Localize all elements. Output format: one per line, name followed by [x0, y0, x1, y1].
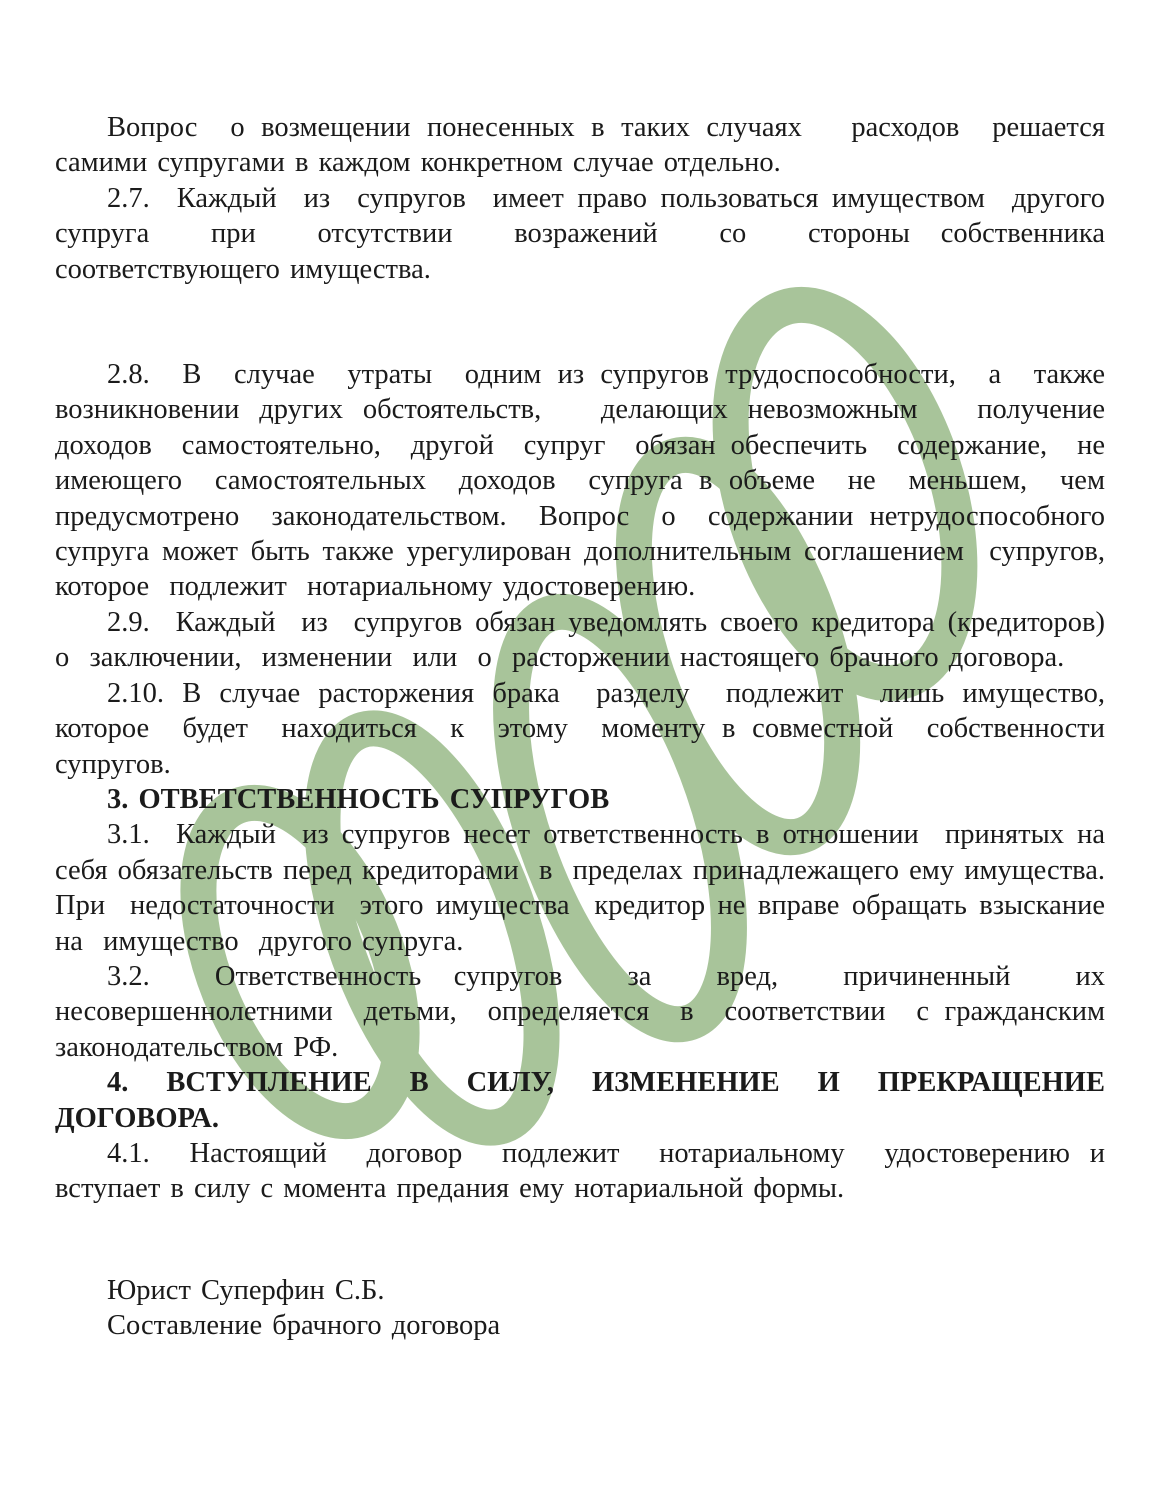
- section-4-heading: 4. ВСТУПЛЕНИЕ В СИЛУ, ИЗМЕНЕНИЕ И ПРЕКРАЩЕНИЕ ДОГОВОРА.: [55, 1067, 1116, 1134]
- paragraph-intro: Вопрос о возмещении понесенных в таких случаях расходов решается самими супругами в каждом конкретном случае отдельно.: [55, 112, 1116, 179]
- paragraph-2-10: 2.10. В случае расторжения брака разделу подлежит лишь имущество, которое будет находиться к этому моменту в совместной собственности супругов.: [55, 677, 1116, 780]
- section-3-heading: 3. ОТВЕТСТВЕННОСТЬ СУПРУГОВ: [107, 783, 610, 815]
- paragraph-3-2: 3.2. Ответственность супругов за вред, причиненный их несовершеннолетними детьми, определяется в соответствии с гражданским законодательством РФ.: [55, 960, 1116, 1063]
- signature-role: Составление брачного договора: [107, 1310, 501, 1342]
- paragraph-2-8: 2.8. В случае утраты одним из супругов трудоспособности, а также возникновении других обстоятельств, делающих невозможным получение доходов самостоятельно, другой супруг обязан обеспечить содержание, не имеющего самостоятельных доходов супруга в объеме не меньшем, чем предусмотрено законодательством. Вопрос о содержании нетрудоспособного супруга может быть также урегулирован дополнительным соглашением супругов, которое подлежит нотариальному удостоверению.: [55, 359, 1126, 603]
- paragraph-3-1: 3.1. Каждый из супругов несет ответственность в отношении принятых на себя обязательств перед кредиторами в пределах принадлежащего ему имущества. При недостаточности этого имущества кредитор не вправе обращать взыскание на имущество другого супруга.: [55, 819, 1126, 957]
- paragraph-2-9: 2.9. Каждый из супругов обязан уведомлять своего кредитора (кредиторов) о заключении, изменении или о расторжении настоящего брачного договора.: [55, 606, 1126, 674]
- signature-block: [55, 1273, 1105, 1344]
- paragraph-4-1: 4.1. Настоящий договор подлежит нотариальному удостоверению и вступает в силу с момента предания ему нотариальной формы.: [55, 1137, 1116, 1205]
- paragraph-2-7: 2.7. Каждый из супругов имеет право пользоваться имуществом другого супруга при отсутствии возражений со стороны собственника соответствующего имущества.: [55, 182, 1116, 285]
- signature-name: Юрист Суперфин С.Б.: [107, 1274, 385, 1306]
